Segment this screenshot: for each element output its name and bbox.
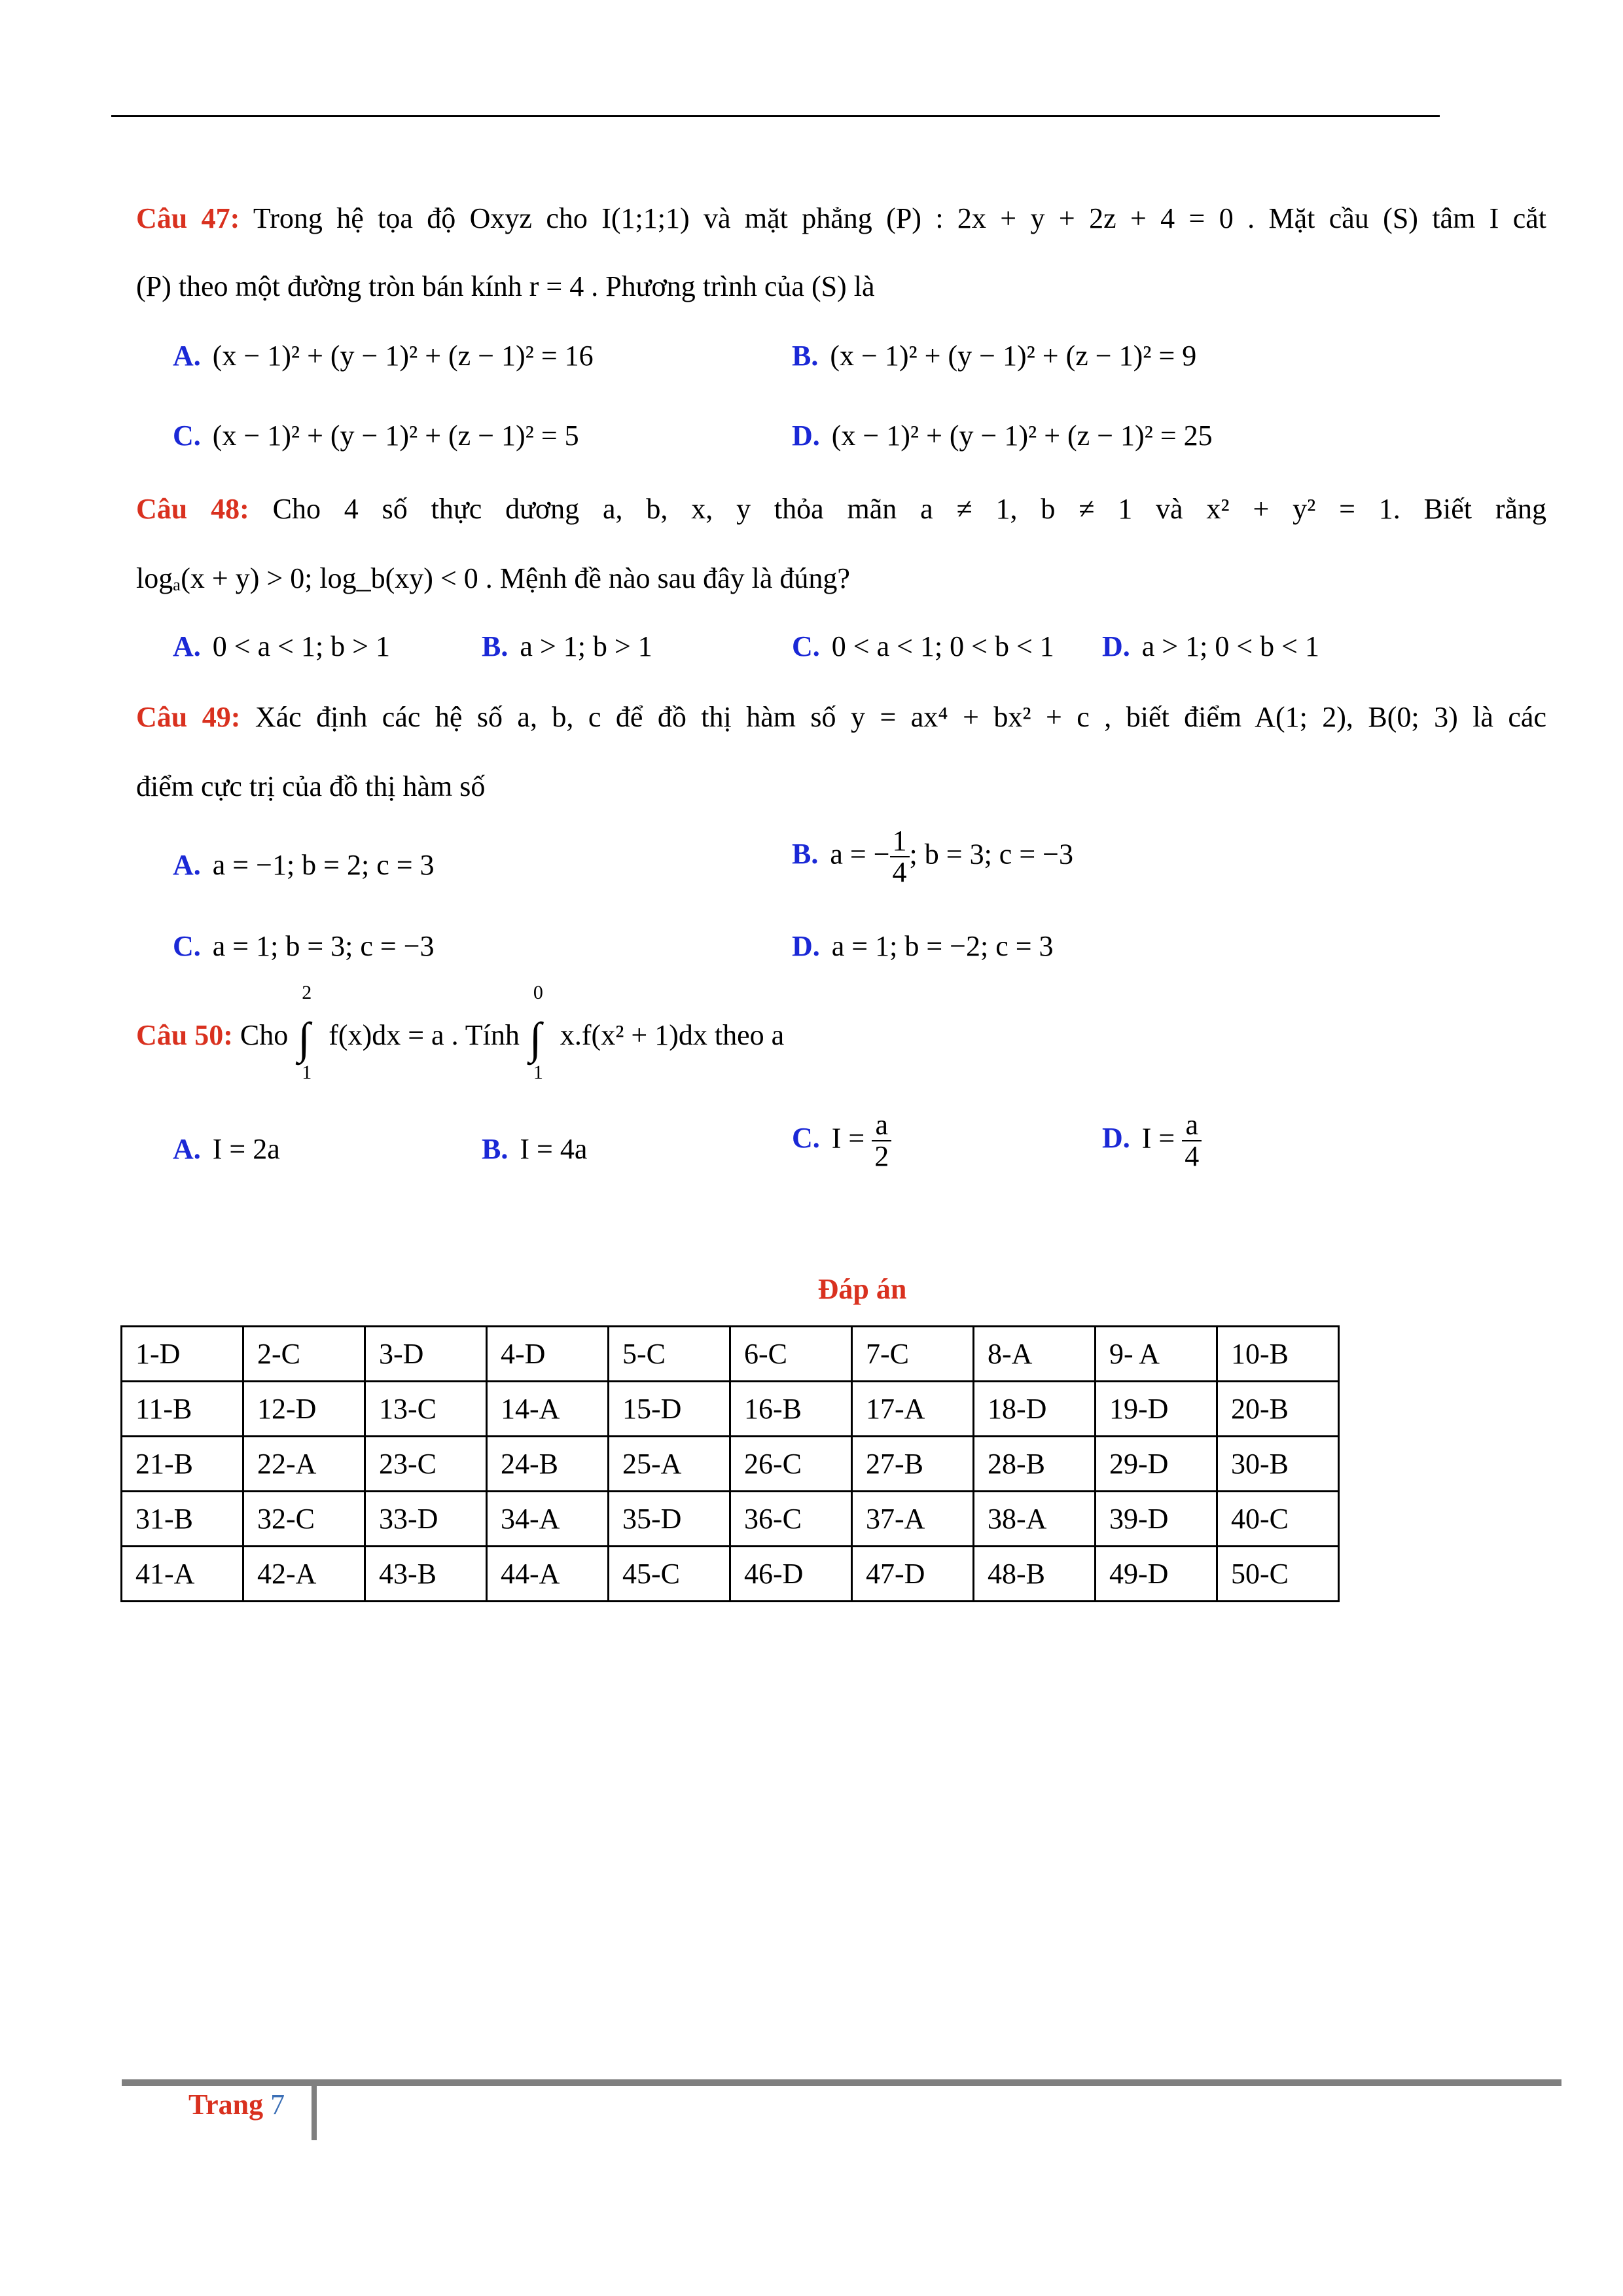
table-cell: 36-C bbox=[730, 1492, 852, 1547]
table-cell: 43-B bbox=[365, 1547, 487, 1602]
question-49-label: Câu 49: bbox=[136, 701, 241, 733]
q47-option-c[interactable] bbox=[173, 419, 579, 452]
table-cell: 48-B bbox=[974, 1547, 1096, 1602]
q49-option-d-text: a = 1; b = −2; c = 3 bbox=[831, 930, 1054, 962]
header-rule bbox=[111, 115, 1440, 117]
page-footer bbox=[188, 2088, 285, 2121]
q50-option-c-fraction bbox=[872, 1110, 891, 1172]
table-cell: 44-A bbox=[487, 1547, 609, 1602]
q48-option-c-label: C. bbox=[792, 630, 820, 662]
table-cell: 32-C bbox=[243, 1492, 365, 1547]
table-row bbox=[122, 1382, 1339, 1437]
q48-option-a-label: A. bbox=[173, 630, 201, 662]
question-49-line1 bbox=[136, 700, 1546, 735]
q50-option-c-label: C. bbox=[792, 1122, 820, 1155]
question-50-line1 bbox=[136, 982, 785, 1083]
fraction-numerator: a bbox=[1182, 1110, 1202, 1141]
table-cell: 19-D bbox=[1096, 1382, 1217, 1437]
integral-upper-limit: 2 bbox=[302, 982, 312, 1003]
question-50-label: Câu 50: bbox=[136, 1019, 233, 1052]
table-cell: 42-A bbox=[243, 1547, 365, 1602]
q50-option-d[interactable] bbox=[1102, 1110, 1202, 1172]
table-cell: 31-B bbox=[122, 1492, 243, 1547]
q50-option-c[interactable] bbox=[792, 1110, 891, 1172]
table-cell: 5-C bbox=[609, 1327, 730, 1382]
table-cell: 13-C bbox=[365, 1382, 487, 1437]
q48-option-a[interactable] bbox=[173, 630, 390, 663]
table-cell: 33-D bbox=[365, 1492, 487, 1547]
question-47-line2: (P) theo một đường tròn bán kính r = 4 . Phương trình của (S) là bbox=[136, 270, 875, 302]
q47-option-b[interactable] bbox=[792, 339, 1196, 372]
table-cell: 50-C bbox=[1217, 1547, 1339, 1602]
question-48-label: Câu 48: bbox=[136, 493, 249, 525]
q48-option-b[interactable] bbox=[482, 630, 652, 663]
q49-option-a[interactable] bbox=[173, 848, 435, 882]
table-cell: 20-B bbox=[1217, 1382, 1339, 1437]
table-cell: 4-D bbox=[487, 1327, 609, 1382]
q47-option-d-text: (x − 1)² + (y − 1)² + (z − 1)² = 25 bbox=[831, 420, 1213, 452]
table-cell: 6-C bbox=[730, 1327, 852, 1382]
table-cell: 7-C bbox=[852, 1327, 974, 1382]
q48-option-d-text: a > 1; 0 < b < 1 bbox=[1141, 630, 1319, 662]
table-cell: 10-B bbox=[1217, 1327, 1339, 1382]
q49-option-a-text: a = −1; b = 2; c = 3 bbox=[212, 849, 435, 881]
q50-option-b-text: I = 4a bbox=[520, 1133, 588, 1165]
q47-option-b-label: B. bbox=[792, 340, 819, 372]
q48-option-c[interactable] bbox=[792, 630, 1054, 663]
q47-option-a-label: A. bbox=[173, 340, 201, 372]
table-cell: 2-C bbox=[243, 1327, 365, 1382]
table-cell: 22-A bbox=[243, 1437, 365, 1492]
q50-option-b-label: B. bbox=[482, 1133, 508, 1165]
question-48-line1 bbox=[136, 492, 1546, 527]
q50-option-a[interactable] bbox=[173, 1132, 280, 1166]
table-cell: 25-A bbox=[609, 1437, 730, 1492]
question-48-line2: logₐ(x + y) > 0; log_b(xy) < 0 . Mệnh đề nào sau đây là đúng? bbox=[136, 562, 850, 594]
q48-option-d-label: D. bbox=[1102, 630, 1130, 662]
q50-option-a-text: I = 2a bbox=[212, 1133, 280, 1165]
table-cell: 37-A bbox=[852, 1492, 974, 1547]
q50-option-d-pre: I = bbox=[1141, 1122, 1175, 1155]
q49-option-b-post: ; b = 3; c = −3 bbox=[909, 838, 1073, 870]
table-cell: 28-B bbox=[974, 1437, 1096, 1492]
table-cell: 24-B bbox=[487, 1437, 609, 1492]
table-cell: 9- A bbox=[1096, 1327, 1217, 1382]
question-50-integral2-body: x.f(x² + 1)dx bbox=[560, 1019, 707, 1052]
integral-sign: ∫ 0 1 bbox=[529, 982, 543, 1083]
table-cell: 21-B bbox=[122, 1437, 243, 1492]
question-50-tail: theo a bbox=[714, 1019, 785, 1052]
q50-option-d-label: D. bbox=[1102, 1122, 1130, 1155]
table-row bbox=[122, 1547, 1339, 1602]
q49-option-c-label: C. bbox=[173, 930, 201, 962]
question-47-line1 bbox=[136, 202, 1546, 236]
q50-option-b[interactable] bbox=[482, 1132, 587, 1166]
question-47-text: Trong hệ tọa độ Oxyz cho I(1;1;1) và mặt phẳng (P) : 2x + y + 2z + 4 = 0 . Mặt cầu (S) tâm I cắt bbox=[253, 202, 1546, 234]
q48-option-b-text: a > 1; b > 1 bbox=[520, 630, 652, 662]
q49-option-b-label: B. bbox=[792, 838, 819, 870]
q49-option-d[interactable] bbox=[792, 929, 1054, 963]
q48-option-c-text: 0 < a < 1; 0 < b < 1 bbox=[831, 630, 1054, 662]
table-cell: 1-D bbox=[122, 1327, 243, 1382]
q49-option-d-label: D. bbox=[792, 930, 820, 962]
table-row bbox=[122, 1492, 1339, 1547]
q47-option-c-text: (x − 1)² + (y − 1)² + (z − 1)² = 5 bbox=[212, 420, 579, 452]
q48-option-b-label: B. bbox=[482, 630, 508, 662]
table-cell: 41-A bbox=[122, 1547, 243, 1602]
table-cell: 30-B bbox=[1217, 1437, 1339, 1492]
table-cell: 34-A bbox=[487, 1492, 609, 1547]
q47-option-d-label: D. bbox=[792, 420, 820, 452]
q47-option-c-label: C. bbox=[173, 420, 201, 452]
q48-option-a-text: 0 < a < 1; b > 1 bbox=[212, 630, 390, 662]
answer-key-title: Đáp án bbox=[817, 1273, 907, 1305]
footer-rule bbox=[122, 2079, 1561, 2086]
table-cell: 46-D bbox=[730, 1547, 852, 1602]
table-cell: 23-C bbox=[365, 1437, 487, 1492]
question-50-integral1-body: f(x)dx = a bbox=[329, 1019, 444, 1052]
table-cell: 35-D bbox=[609, 1492, 730, 1547]
q47-option-a-text: (x − 1)² + (y − 1)² + (z − 1)² = 16 bbox=[212, 340, 594, 372]
table-cell: 15-D bbox=[609, 1382, 730, 1437]
q47-option-d[interactable] bbox=[792, 419, 1213, 452]
q47-option-b-text: (x − 1)² + (y − 1)² + (z − 1)² = 9 bbox=[830, 340, 1197, 372]
table-cell: 11-B bbox=[122, 1382, 243, 1437]
table-cell: 8-A bbox=[974, 1327, 1096, 1382]
fraction-numerator: 1 bbox=[890, 826, 910, 857]
q49-option-c-text: a = 1; b = 3; c = −3 bbox=[212, 930, 435, 962]
table-cell: 16-B bbox=[730, 1382, 852, 1437]
integral-lower-limit: 1 bbox=[533, 1062, 543, 1083]
integral-upper-limit: 0 bbox=[533, 982, 543, 1003]
q48-option-d[interactable] bbox=[1102, 630, 1319, 663]
table-cell: 26-C bbox=[730, 1437, 852, 1492]
integral-sign: ∫ 2 1 bbox=[298, 982, 312, 1083]
q49-option-a-label: A. bbox=[173, 849, 201, 881]
table-cell: 18-D bbox=[974, 1382, 1096, 1437]
question-49-text: Xác định các hệ số a, b, c để đồ thị hàm số y = ax⁴ + bx² + c , biết điểm A(1; 2), B(0; 3) là các bbox=[255, 701, 1546, 733]
q50-option-d-fraction bbox=[1182, 1110, 1202, 1172]
q49-option-b[interactable] bbox=[792, 826, 1073, 888]
footer-divider bbox=[312, 2083, 317, 2140]
q50-option-a-label: A. bbox=[173, 1133, 201, 1165]
question-47-label: Câu 47: bbox=[136, 202, 240, 234]
table-cell: 38-A bbox=[974, 1492, 1096, 1547]
q49-option-b-pre: a = − bbox=[830, 838, 890, 870]
table-cell: 47-D bbox=[852, 1547, 974, 1602]
fraction-numerator: a bbox=[872, 1110, 891, 1141]
question-50-cho: Cho bbox=[240, 1019, 289, 1052]
table-cell: 27-B bbox=[852, 1437, 974, 1492]
question-49-line2: điểm cực trị của đồ thị hàm số bbox=[136, 770, 486, 802]
table-cell: 39-D bbox=[1096, 1492, 1217, 1547]
fraction-denominator: 4 bbox=[1185, 1140, 1200, 1173]
table-cell: 3-D bbox=[365, 1327, 487, 1382]
answer-key-table bbox=[120, 1325, 1340, 1602]
table-cell: 49-D bbox=[1096, 1547, 1217, 1602]
table-row bbox=[122, 1327, 1339, 1382]
table-row bbox=[122, 1437, 1339, 1492]
footer-label: Trang bbox=[188, 2089, 264, 2121]
table-cell: 40-C bbox=[1217, 1492, 1339, 1547]
page-number: 7 bbox=[270, 2089, 285, 2121]
integral-lower-limit: 1 bbox=[302, 1062, 312, 1083]
q50-option-c-pre: I = bbox=[831, 1122, 865, 1155]
table-cell: 12-D bbox=[243, 1382, 365, 1437]
q47-option-a[interactable] bbox=[173, 339, 594, 372]
q49-option-b-fraction bbox=[890, 826, 910, 888]
table-cell: 17-A bbox=[852, 1382, 974, 1437]
table-cell: 45-C bbox=[609, 1547, 730, 1602]
table-cell: 29-D bbox=[1096, 1437, 1217, 1492]
q49-option-c[interactable] bbox=[173, 929, 435, 963]
question-50-tinh: . Tính bbox=[451, 1019, 520, 1052]
table-cell: 14-A bbox=[487, 1382, 609, 1437]
question-48-text: Cho 4 số thực dương a, b, x, y thỏa mãn a ≠ 1, b ≠ 1 và x² + y² = 1. Biết rằng bbox=[272, 493, 1547, 525]
fraction-denominator: 2 bbox=[874, 1140, 889, 1173]
fraction-denominator: 4 bbox=[892, 856, 907, 889]
